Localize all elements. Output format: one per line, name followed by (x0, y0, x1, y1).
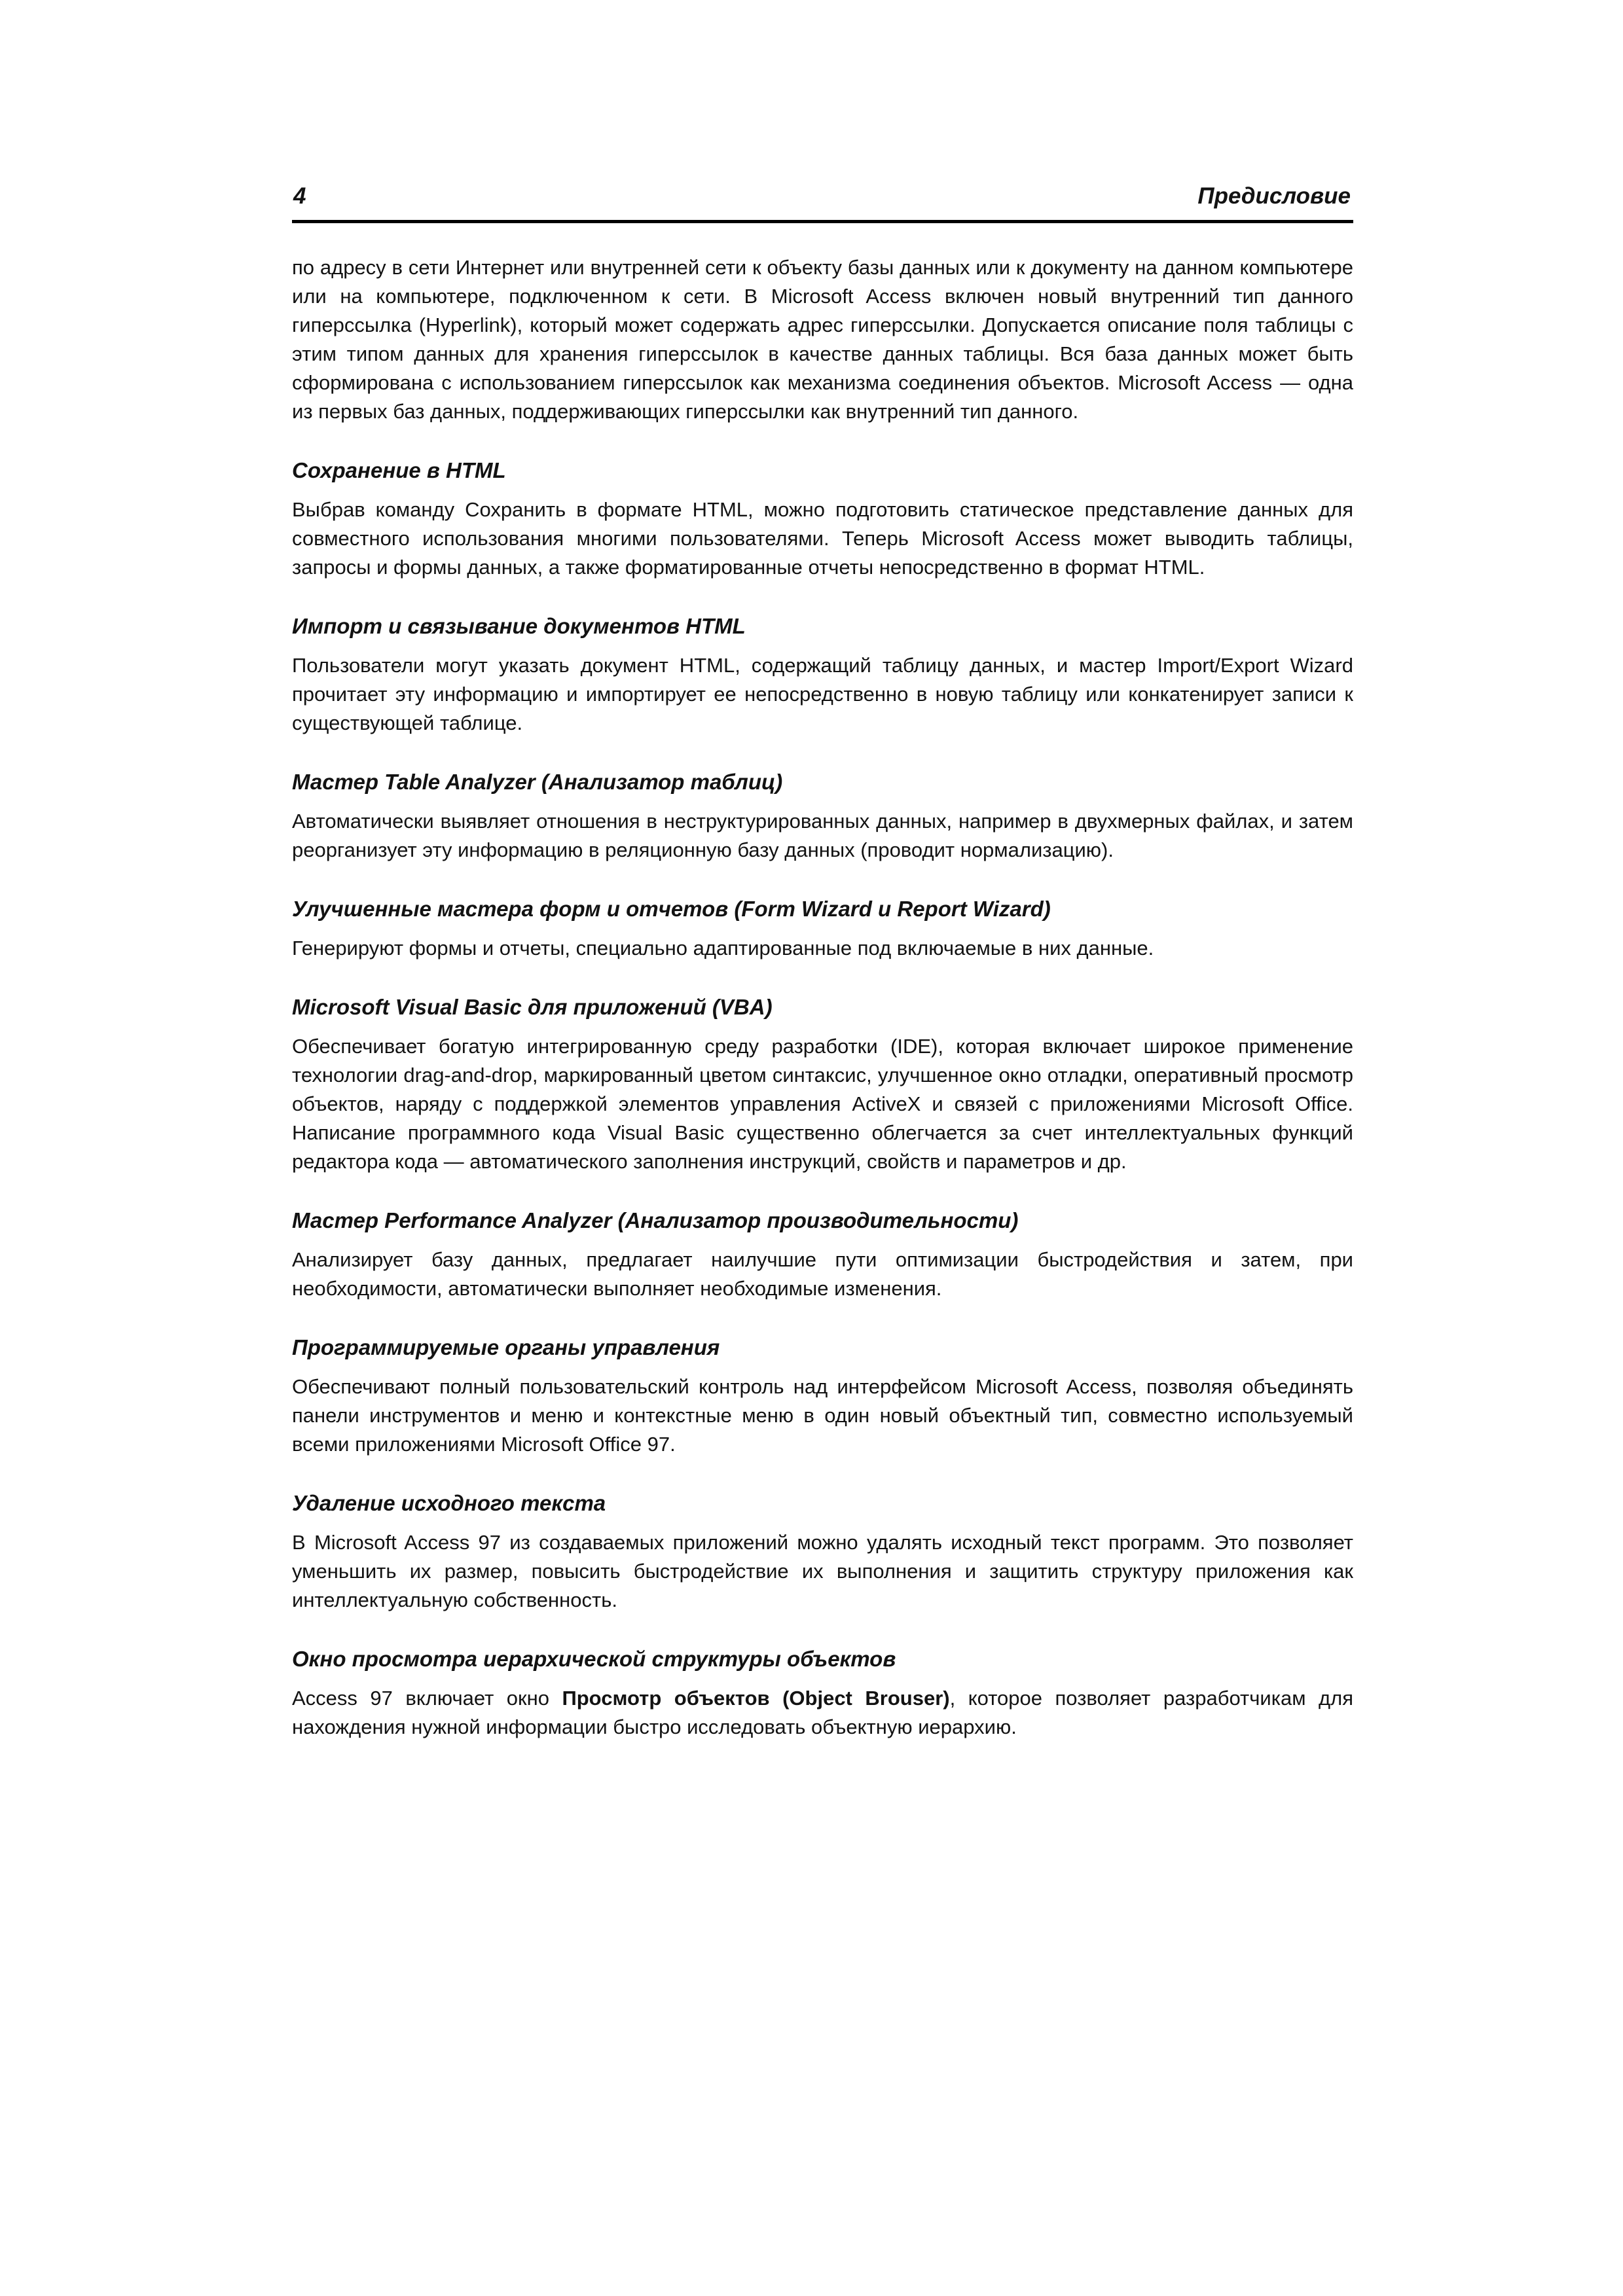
body-paragraph: по адресу в сети Интернет или внутренней сети к объекту базы данных или к документу на данном компьютере или на компьютере, подключенном к сети. В Microsoft Access включен новый внутренний тип данного гиперссылка (Hyperlink), который может содержать адрес гиперссылки. Допускается описание поля таблицы с этим типом данных для хранения гиперссылок в качестве данных таблицы. Вся база данных может быть сформирована с использованием гиперссылок как механизма соединения объектов. Microsoft Access — одна из первых баз данных, поддерживающих гиперссылки как внутренний тип данного. (292, 256, 1353, 423)
body-paragraph (292, 1684, 1353, 1742)
body-paragraph: Генерируют формы и отчеты, специально адаптированные под включаемые в них данные. (292, 937, 1154, 960)
section-heading: Мастер Performance Analyzer (Анализатор производительности) (292, 1208, 1019, 1232)
section-heading: Окно просмотра иерархической структуры объектов (292, 1647, 896, 1671)
body-paragraph: В Microsoft Access 97 из создаваемых приложений можно удалять исходный текст программ. Это позволяет уменьшить их размер, повысить быстродействие их выполнения и защитить структуру приложения как интеллектуальную собственность. (292, 1531, 1353, 1611)
section-heading: Улучшенные мастера форм и отчетов (Form Wizard и Report Wizard) (292, 897, 1051, 921)
header-rule (292, 220, 1353, 223)
page-number: 4 (293, 183, 306, 209)
body-paragraph: Выбрав команду Сохранить в формате HTML, можно подготовить статическое представление данных для совместного использования многими пользователями. Теперь Microsoft Access может выводить таблицы, запросы и формы данных, а также форматированные отчеты непосредственно в формат HTML. (292, 498, 1353, 579)
text-run: Access 97 включает окно (292, 1687, 562, 1710)
section-heading: Microsoft Visual Basic для приложений (VBA) (292, 995, 773, 1019)
body-paragraph: Обеспечивает богатую интегрированную среду разработки (IDE), которая включает широкое применение технологии drag-and-drop, маркированный цветом синтаксис, улучшенное окно отладки, оперативный просмотр объектов, наряду с поддержкой элементов управления ActiveX и связей с приложениями Microsoft Office. Написание программного кода Visual Basic существенно облегчается за счет интеллектуальных функций редактора кода — автоматического заполнения инструкций, свойств и параметров и др. (292, 1035, 1353, 1173)
body-paragraph: Обеспечивают полный пользовательский контроль над интерфейсом Microsoft Access, позволяя объединять панели инструментов и меню и контекстные меню в один новый объектный тип, совместно используемый всеми приложениями Microsoft Office 97. (292, 1375, 1353, 1456)
body-paragraph: Автоматически выявляет отношения в неструктурированных данных, например в двухмерных файлах, и затем реорганизует эту информацию в реляционную базу данных (проводит нормализацию). (292, 810, 1353, 861)
section-heading: Сохранение в HTML (292, 458, 506, 482)
section-heading: Импорт и связывание документов HTML (292, 614, 746, 638)
section-heading: Программируемые органы управления (292, 1335, 720, 1359)
running-title: Предисловие (1197, 183, 1351, 209)
body-paragraph: Пользователи могут указать документ HTML, содержащий таблицу данных, и мастер Import/Export Wizard прочитает эту информацию и импортирует ее непосредственно в новую таблицу или конкатенирует записи к существующей таблице. (292, 654, 1353, 734)
page-header (292, 183, 1353, 209)
page-content (292, 253, 1353, 1742)
text-run: , которое позволяет разработчикам для нахождения нужной информации быстро исследовать объектную иерархию. (292, 1687, 1353, 1738)
section-heading: Удаление исходного текста (292, 1491, 606, 1515)
section-heading: Мастер Table Analyzer (Анализатор таблиц) (292, 770, 783, 794)
body-paragraph: Анализирует базу данных, предлагает наилучшие пути оптимизации быстродействия и затем, при необходимости, автоматически выполняет необходимые изменения. (292, 1248, 1353, 1300)
bold-text-run: Просмотр объектов (Object Brouser) (562, 1687, 950, 1710)
